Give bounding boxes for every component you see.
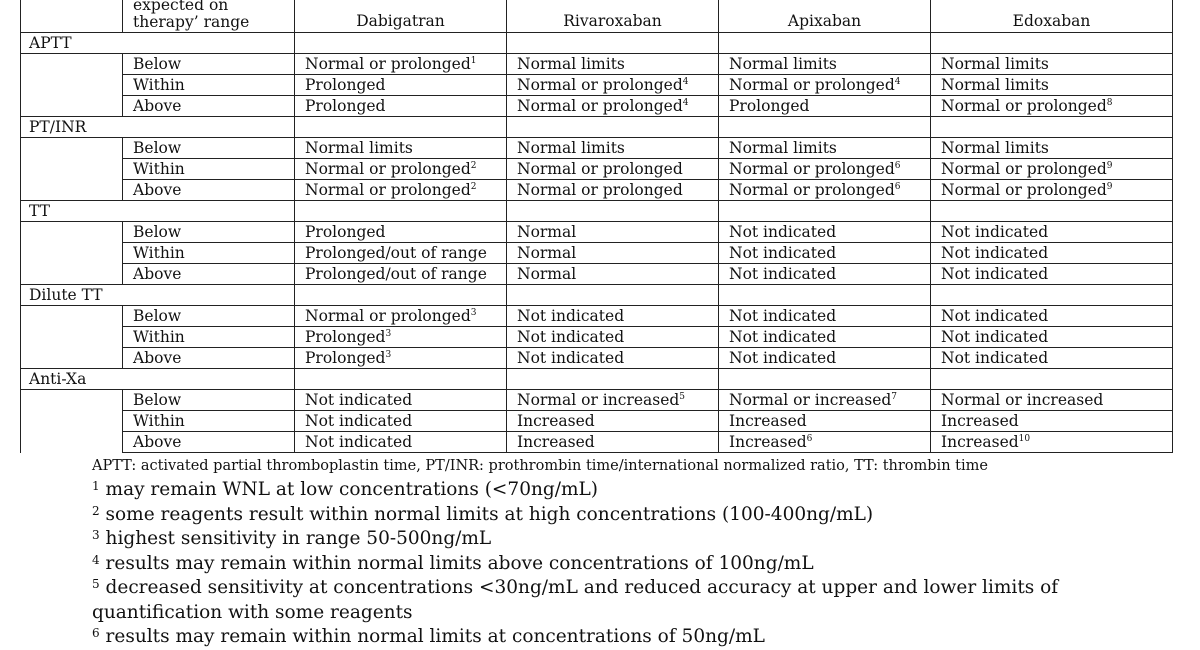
section-empty-cell [295, 117, 507, 138]
result-cell [295, 243, 507, 264]
result-text: Not indicated [305, 433, 413, 451]
result-cell [507, 159, 719, 180]
result-cell [719, 306, 931, 327]
result-cell [719, 96, 931, 117]
range-cell: Above [123, 180, 295, 201]
result-text: Not indicated [729, 223, 837, 241]
footnote-marker: 6 [894, 182, 901, 192]
result-cell [507, 54, 719, 75]
result-text: Normal or prolonged [305, 160, 471, 178]
result-cell [719, 348, 931, 369]
result-text: Normal or prolonged [517, 97, 683, 115]
indent-cell [21, 348, 123, 369]
result-text: Normal or prolonged [941, 97, 1107, 115]
result-cell [295, 306, 507, 327]
footnote-marker: 5 [679, 392, 686, 402]
result-text: Increased [941, 433, 1019, 451]
header-range-cell [123, 0, 295, 33]
table-row [21, 264, 1173, 285]
table-row [21, 159, 1173, 180]
test-name: TT [21, 201, 123, 222]
result-cell [719, 432, 931, 453]
footnote-text: results may remain within normal limits above concentrations of 100ng/mL [105, 552, 814, 574]
footnote [92, 503, 1152, 528]
section-empty-cell [719, 117, 931, 138]
result-text: Normal or prolonged [729, 160, 895, 178]
footnote [92, 625, 1152, 650]
result-cell [295, 411, 507, 432]
result-cell [507, 411, 719, 432]
indent-cell [21, 138, 123, 159]
result-cell [295, 159, 507, 180]
result-cell [295, 264, 507, 285]
test-name: Dilute TT [21, 285, 123, 306]
footnote [92, 527, 1152, 552]
range-cell: Within [123, 327, 295, 348]
test-name: APTT [21, 33, 123, 54]
result-text: Prolonged [305, 97, 386, 115]
indent-cell [21, 159, 123, 180]
result-text: Increased [729, 433, 807, 451]
result-cell [295, 390, 507, 411]
indent-cell [21, 264, 123, 285]
result-cell [931, 243, 1173, 264]
result-text: Normal limits [729, 55, 837, 73]
section-blank-cell [123, 117, 295, 138]
table-row [21, 243, 1173, 264]
result-text: Normal limits [517, 139, 625, 157]
footnote [92, 552, 1152, 577]
result-cell [931, 432, 1173, 453]
section-empty-cell [719, 201, 931, 222]
section-empty-cell [931, 369, 1173, 390]
section-blank-cell [123, 285, 295, 306]
footnote-marker: 4 [682, 98, 689, 108]
section-empty-cell [931, 201, 1173, 222]
result-cell [507, 75, 719, 96]
result-text: Normal or prolonged [941, 160, 1107, 178]
result-text: Normal or prolonged [941, 181, 1107, 199]
result-cell [931, 180, 1173, 201]
footnote-number: 5 [92, 577, 100, 591]
result-text: Prolonged [305, 223, 386, 241]
footnote-text: may remain WNL at low concentrations (<70ng/mL) [105, 479, 599, 500]
range-cell: Below [123, 222, 295, 243]
result-cell [507, 306, 719, 327]
result-text: Normal [517, 265, 577, 283]
table-notes [92, 456, 1152, 650]
result-text: Normal or prolonged [305, 55, 471, 73]
footnote-number: 6 [92, 626, 100, 640]
result-text: Prolonged [305, 328, 386, 346]
result-cell [931, 159, 1173, 180]
section-empty-cell [507, 33, 719, 54]
indent-cell [21, 306, 123, 327]
result-text: Normal or prolonged [729, 76, 895, 94]
result-text: Prolonged/out of range [305, 244, 487, 262]
result-cell [507, 180, 719, 201]
result-cell [931, 390, 1173, 411]
result-cell [295, 222, 507, 243]
range-cell: Within [123, 411, 295, 432]
test-name: Anti-Xa [21, 369, 123, 390]
range-cell: Within [123, 75, 295, 96]
result-text: Normal or prolonged [729, 181, 895, 199]
footnote-number: 3 [92, 528, 100, 542]
result-cell [719, 159, 931, 180]
footnote-marker: 2 [470, 161, 477, 171]
result-cell [295, 54, 507, 75]
section-empty-cell [295, 33, 507, 54]
footnote-marker: 7 [891, 392, 898, 402]
section-empty-cell [719, 285, 931, 306]
header-rivaroxaban: Rivaroxaban [507, 0, 719, 33]
header-apixaban: Apixaban [719, 0, 931, 33]
table-row [21, 390, 1173, 411]
result-text: Prolonged [305, 349, 386, 367]
result-cell [719, 222, 931, 243]
result-text: Normal limits [729, 139, 837, 157]
result-cell [719, 75, 931, 96]
table-row [21, 54, 1173, 75]
test-section-row [21, 369, 1173, 390]
result-cell [507, 348, 719, 369]
result-cell [507, 390, 719, 411]
section-empty-cell [931, 285, 1173, 306]
result-text: Not indicated [941, 244, 1049, 262]
section-empty-cell [719, 33, 931, 54]
footnote-number: 1 [92, 479, 100, 493]
footnote-text: highest sensitivity in range 50-500ng/mL [105, 528, 492, 549]
result-cell [295, 180, 507, 201]
table-row [21, 432, 1173, 453]
result-cell [295, 348, 507, 369]
result-text: Normal limits [517, 55, 625, 73]
footnote-marker: 4 [894, 77, 901, 87]
footnote-number: 4 [92, 552, 100, 567]
result-text: Not indicated [941, 307, 1049, 325]
section-blank-cell [123, 201, 295, 222]
result-text: Normal limits [941, 139, 1049, 157]
footnote-marker: 6 [894, 161, 901, 171]
result-text: Increased [517, 433, 595, 451]
result-text: Increased [517, 412, 595, 430]
result-cell [507, 96, 719, 117]
result-text: Not indicated [729, 349, 837, 367]
result-cell [507, 243, 719, 264]
abbreviation-legend: APTT: activated partial thromboplastin time, PT/INR: prothrombin time/international normalized ratio, TT: thrombin time [92, 458, 988, 474]
result-text: Normal or increased [941, 391, 1104, 409]
result-cell [931, 411, 1173, 432]
result-text: Not indicated [729, 265, 837, 283]
range-label-line2: therapy’ range [133, 13, 250, 31]
indent-cell [21, 222, 123, 243]
section-blank-cell [123, 33, 295, 54]
range-cell: Below [123, 306, 295, 327]
footnote-text: results may remain within normal limits at concentrations of 50ng/mL [105, 626, 765, 647]
result-text: Normal [517, 223, 577, 241]
result-cell [931, 327, 1173, 348]
range-cell: Above [123, 432, 295, 453]
result-text: Not indicated [305, 391, 413, 409]
result-cell [295, 432, 507, 453]
indent-cell [21, 390, 123, 411]
result-cell [719, 243, 931, 264]
result-text: Not indicated [517, 328, 625, 346]
header-corner-cell [21, 0, 123, 33]
indent-cell [21, 327, 123, 348]
section-empty-cell [295, 369, 507, 390]
table-row [21, 180, 1173, 201]
table-row [21, 411, 1173, 432]
result-text: Normal or increased [517, 391, 680, 409]
footnote-marker: 4 [682, 77, 689, 87]
section-empty-cell [507, 117, 719, 138]
result-text: Not indicated [729, 307, 837, 325]
section-empty-cell [719, 369, 931, 390]
result-text: Normal or prolonged [305, 181, 471, 199]
indent-cell [21, 432, 123, 453]
result-cell [931, 348, 1173, 369]
section-empty-cell [931, 33, 1173, 54]
result-cell [295, 327, 507, 348]
result-text: Normal limits [305, 139, 413, 157]
result-cell [719, 54, 931, 75]
test-section-row [21, 117, 1173, 138]
result-cell [719, 327, 931, 348]
result-text: Not indicated [941, 223, 1049, 241]
range-cell: Above [123, 96, 295, 117]
result-cell [719, 138, 931, 159]
footnote-text: decreased sensitivity at concentrations <30ng/mL and reduced accuracy at upper and lower limits of quantification with some reagents [92, 577, 1059, 623]
range-cell: Above [123, 264, 295, 285]
result-text: Normal [517, 244, 577, 262]
section-blank-cell [123, 369, 295, 390]
footnote-marker: 3 [470, 308, 477, 318]
table-header-row [21, 0, 1173, 33]
result-text: Prolonged/out of range [305, 265, 487, 283]
result-text: Not indicated [729, 328, 837, 346]
table-body [21, 33, 1173, 453]
range-cell: Within [123, 243, 295, 264]
result-cell [931, 264, 1173, 285]
range-cell: Within [123, 159, 295, 180]
result-cell [931, 75, 1173, 96]
range-cell: Below [123, 54, 295, 75]
result-text: Normal limits [941, 55, 1049, 73]
indent-cell [21, 96, 123, 117]
footnote-list [92, 478, 1152, 650]
test-section-row [21, 201, 1173, 222]
result-cell [507, 222, 719, 243]
result-text: Not indicated [517, 349, 625, 367]
indent-cell [21, 243, 123, 264]
result-cell [507, 264, 719, 285]
result-text: Not indicated [941, 349, 1049, 367]
section-empty-cell [507, 369, 719, 390]
range-cell: Below [123, 390, 295, 411]
result-text: Prolonged [729, 97, 810, 115]
footnote-number: 2 [92, 503, 100, 518]
result-text: Not indicated [729, 244, 837, 262]
result-cell [295, 138, 507, 159]
table-row [21, 222, 1173, 243]
range-cell: Above [123, 348, 295, 369]
result-text: Normal or prolonged [517, 160, 683, 178]
range-cell: Below [123, 138, 295, 159]
result-cell [931, 138, 1173, 159]
result-cell [931, 222, 1173, 243]
doac-coagulation-table [20, 0, 1173, 453]
result-text: Not indicated [941, 328, 1049, 346]
footnote-marker: 8 [1106, 98, 1113, 108]
section-empty-cell [507, 285, 719, 306]
range-label-line1: expected on [133, 0, 229, 14]
header-dabigatran: Dabigatran [295, 0, 507, 33]
test-section-row [21, 285, 1173, 306]
result-cell [931, 306, 1173, 327]
footnote-marker: 9 [1106, 182, 1113, 192]
result-text: Not indicated [305, 412, 413, 430]
table-row [21, 327, 1173, 348]
result-cell [931, 54, 1173, 75]
result-text: Not indicated [941, 265, 1049, 283]
indent-cell [21, 54, 123, 75]
indent-cell [21, 180, 123, 201]
section-empty-cell [931, 117, 1173, 138]
footnote-marker: 3 [385, 329, 392, 339]
result-cell [719, 180, 931, 201]
result-text: Normal or increased [729, 391, 892, 409]
result-cell [719, 390, 931, 411]
footnote-marker: 3 [385, 350, 392, 360]
footnote-marker: 10 [1018, 434, 1031, 444]
indent-cell [21, 411, 123, 432]
indent-cell [21, 75, 123, 96]
test-name: PT/INR [21, 117, 123, 138]
result-text: Prolonged [305, 76, 386, 94]
footnote [92, 478, 1152, 503]
test-section-row [21, 33, 1173, 54]
result-text: Normal or prolonged [517, 76, 683, 94]
result-text: Not indicated [517, 307, 625, 325]
result-cell [719, 264, 931, 285]
result-text: Normal or prolonged [517, 181, 683, 199]
footnote-marker: 1 [470, 56, 477, 66]
table-row [21, 138, 1173, 159]
result-cell [295, 75, 507, 96]
result-text: Normal limits [941, 76, 1049, 94]
table-row [21, 96, 1173, 117]
footnote-marker: 2 [470, 182, 477, 192]
result-text: Increased [941, 412, 1019, 430]
section-empty-cell [507, 201, 719, 222]
result-cell [719, 411, 931, 432]
result-text: Normal or prolonged [305, 307, 471, 325]
result-cell [507, 432, 719, 453]
section-empty-cell [295, 285, 507, 306]
header-edoxaban: Edoxaban [931, 0, 1173, 33]
footnote-marker: 6 [806, 434, 813, 444]
table-row [21, 348, 1173, 369]
footnote [92, 576, 1152, 625]
result-cell [931, 96, 1173, 117]
section-empty-cell [295, 201, 507, 222]
result-cell [507, 327, 719, 348]
result-cell [507, 138, 719, 159]
table-row [21, 75, 1173, 96]
result-text: Increased [729, 412, 807, 430]
table-row [21, 306, 1173, 327]
footnote-marker: 9 [1106, 161, 1113, 171]
result-cell [295, 96, 507, 117]
footnote-text: some reagents result within normal limits at high concentrations (100-400ng/mL) [105, 503, 874, 525]
